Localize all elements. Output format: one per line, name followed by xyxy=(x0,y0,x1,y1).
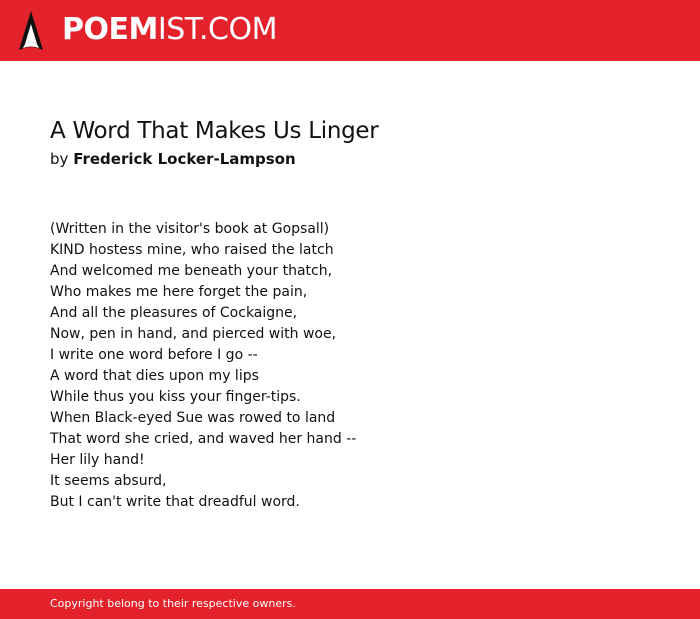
poem-line: While thus you kiss your finger-tips. xyxy=(50,389,301,405)
poem-line: And all the pleasures of Cockaigne, xyxy=(50,305,298,321)
site-header xyxy=(0,0,700,61)
poem-line: That word she cried, and waved her hand -- xyxy=(50,431,357,447)
poem-author[interactable]: Frederick Locker-Lampson xyxy=(73,150,296,168)
poem-byline xyxy=(50,149,296,169)
copyright-text: Copyright belong to their respective owners. xyxy=(50,597,296,610)
poem-line: But I can't write that dreadful word. xyxy=(50,494,300,510)
poem-line: Now, pen in hand, and pierced with woe, xyxy=(50,326,337,342)
logo-brand-light: IST.COM xyxy=(157,12,277,47)
poem-line: Who makes me here forget the pain, xyxy=(50,284,308,300)
poem-line: It seems absurd, xyxy=(50,473,167,489)
poem-line: (Written in the visitor's book at Gopsall) xyxy=(50,221,330,237)
byline-prefix: by xyxy=(50,150,69,168)
poem-line: Her lily hand! xyxy=(50,452,145,468)
poem-line: And welcomed me beneath your thatch, xyxy=(50,263,333,279)
poem-body xyxy=(50,219,356,513)
logo-brand-bold: POEM xyxy=(62,12,158,47)
pencil-icon[interactable] xyxy=(18,10,44,52)
site-logo[interactable] xyxy=(62,12,277,48)
poem-line: KIND hostess mine, who raised the latch xyxy=(50,242,334,258)
poem-line: I write one word before I go -- xyxy=(50,347,258,363)
poem-line: A word that dies upon my lips xyxy=(50,368,259,384)
site-footer xyxy=(0,589,700,619)
poem-line: When Black-eyed Sue was rowed to land xyxy=(50,410,336,426)
poem-title: A Word That Makes Us Linger xyxy=(50,118,379,144)
